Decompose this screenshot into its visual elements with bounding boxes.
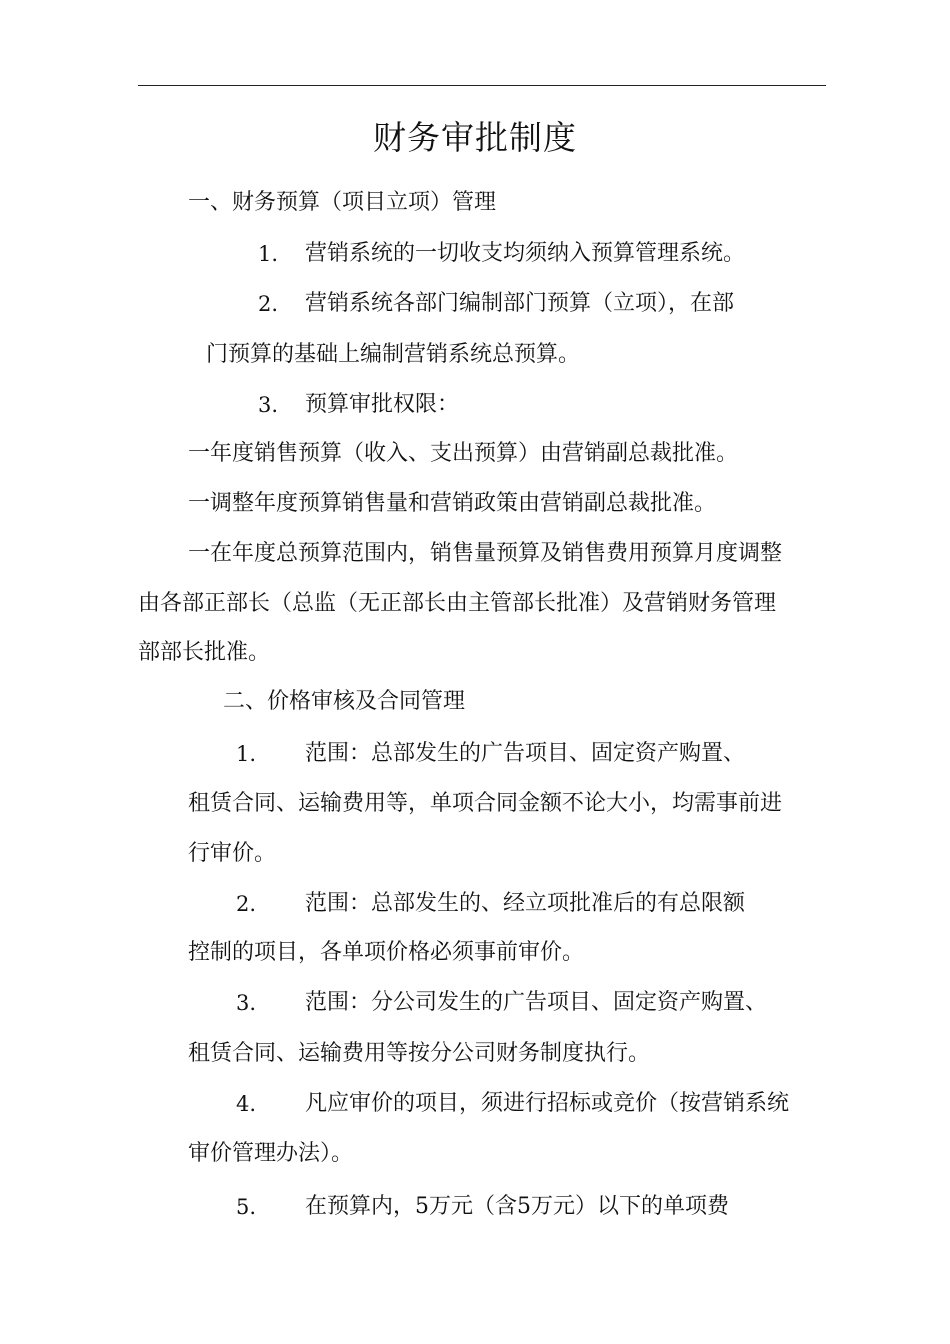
s2-item-5-number: 5. (236, 1195, 257, 1219)
s2-item-1-number: 1. (236, 742, 257, 766)
authority-line-4: 由各部正部长（总监（无正部长由主管部长批准）及营销财务管理 (138, 591, 777, 616)
s2-item-5-text: 在预算内，5万元（含5万元）以下的单项费 (305, 1194, 729, 1219)
s2-item-2-text: 范围：总部发生的、经立项批准后的有总限额 (305, 891, 746, 916)
s2-item-2-continuation-1: 控制的项目，各单项价格必须事前审价。 (188, 940, 585, 965)
s1-item-1-number: 1. (258, 242, 279, 266)
s2-item-3-text: 范围：分公司发生的广告项目、固定资产购置、 (305, 990, 768, 1015)
authority-line-2: 一调整年度预算销售量和营销政策由营销副总裁批准。 (188, 491, 717, 516)
authority-line-5: 部部长批准。 (138, 640, 271, 665)
s2-item-3-continuation-1: 租赁合同、运输费用等按分公司财务制度执行。 (188, 1041, 651, 1066)
s1-item-3-number: 3. (258, 393, 279, 417)
s2-item-1-text: 范围：总部发生的广告项目、固定资产购置、 (305, 741, 746, 766)
s2-item-4-text: 凡应审价的项目，须进行招标或竞价（按营销系统 (305, 1091, 790, 1116)
authority-line-3: 一在年度总预算范围内，销售量预算及销售费用预算月度调整 (188, 541, 783, 566)
document-title: 财务审批制度 (373, 118, 577, 157)
s1-item-2-text: 营销系统各部门编制部门预算（立项），在部 (305, 291, 735, 316)
section-1-heading: 一、财务预算（项目立项）管理 (188, 190, 497, 215)
s1-item-1-text: 营销系统的一切收支均须纳入预算管理系统。 (305, 241, 746, 266)
s2-item-4-continuation-1: 审价管理办法）。 (188, 1141, 354, 1166)
header-rule (138, 85, 826, 86)
s2-item-1-continuation-2: 行审价。 (188, 841, 277, 866)
s1-item-2-continuation: 门预算的基础上编制营销系统总预算。 (206, 342, 581, 367)
s1-item-2-number: 2. (258, 292, 279, 316)
s2-item-3-number: 3. (236, 991, 257, 1015)
s1-item-3-text: 预算审批权限： (305, 392, 460, 417)
s2-item-4-number: 4. (236, 1092, 257, 1116)
authority-line-1: 一年度销售预算（收入、支出预算）由营销副总裁批准。 (188, 441, 739, 466)
s2-item-2-number: 2. (236, 892, 257, 916)
s2-item-1-continuation-1: 租赁合同、运输费用等，单项合同金额不论大小，均需事前进 (188, 791, 783, 816)
section-2-heading: 二、价格审核及合同管理 (223, 689, 466, 714)
